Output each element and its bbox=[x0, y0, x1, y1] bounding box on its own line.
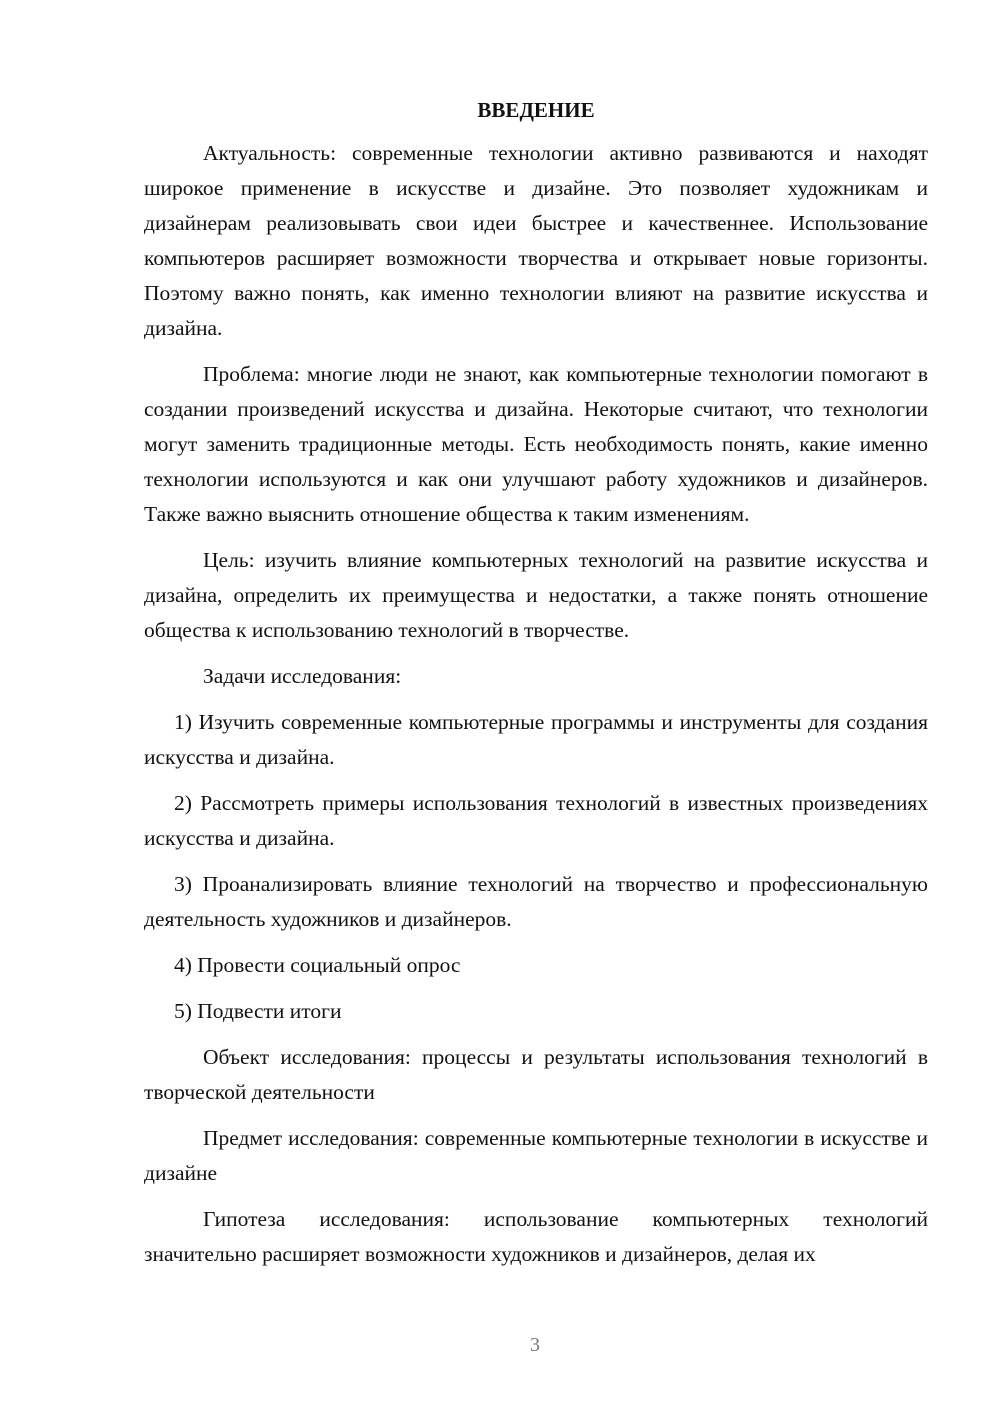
page-content bbox=[144, 94, 928, 1283]
section-heading: ВВЕДЕНИЕ bbox=[477, 98, 595, 122]
page-number: 3 bbox=[530, 1334, 540, 1356]
task-item: 1) Изучить современные компьютерные программы и инструменты для создания искусства и дизайна. bbox=[144, 710, 928, 769]
hypothesis-paragraph: Гипотеза исследования: использование компьютерных технологий значительно расширяет возможности художников и дизайнеров, делая их bbox=[144, 1207, 928, 1266]
task-item: 2) Рассмотреть примеры использования технологий в известных произведениях искусства и дизайна. bbox=[144, 791, 928, 850]
object-paragraph: Объект исследования: процессы и результаты использования технологий в творческой деятельности bbox=[144, 1045, 928, 1104]
relevance-paragraph: Актуальность: современные технологии активно развиваются и находят широкое применение в искусстве и дизайне. Это позволяет художникам и дизайнерам реализовывать свои идеи быстрее и качественнее. Использование компьютеров расширяет возможности творчества и открывает новые горизонты. Поэтому важно понять, как именно технологии влияют на развитие искусства и дизайна. bbox=[144, 141, 928, 340]
subject-paragraph: Предмет исследования: современные компьютерные технологии в искусстве и дизайне bbox=[144, 1126, 928, 1185]
task-item: 3) Проанализировать влияние технологий на творчество и профессиональную деятельность художников и дизайнеров. bbox=[144, 872, 928, 931]
task-item: 4) Провести социальный опрос bbox=[174, 953, 461, 977]
problem-paragraph: Проблема: многие люди не знают, как компьютерные технологии помогают в создании произведений искусства и дизайна. Некоторые считают, что технологии могут заменить традиционные методы. Есть необходимость понять, какие именно технологии используются и как они улучшают работу художников и дизайнеров. Также важно выяснить отношение общества к таким изменениям. bbox=[144, 362, 928, 526]
tasks-title: Задачи исследования: bbox=[203, 664, 402, 688]
goal-paragraph: Цель: изучить влияние компьютерных технологий на развитие искусства и дизайна, определить их преимущества и недостатки, а также понять отношение общества к использованию технологий в творчестве. bbox=[144, 548, 928, 642]
task-item: 5) Подвести итоги bbox=[174, 999, 342, 1023]
